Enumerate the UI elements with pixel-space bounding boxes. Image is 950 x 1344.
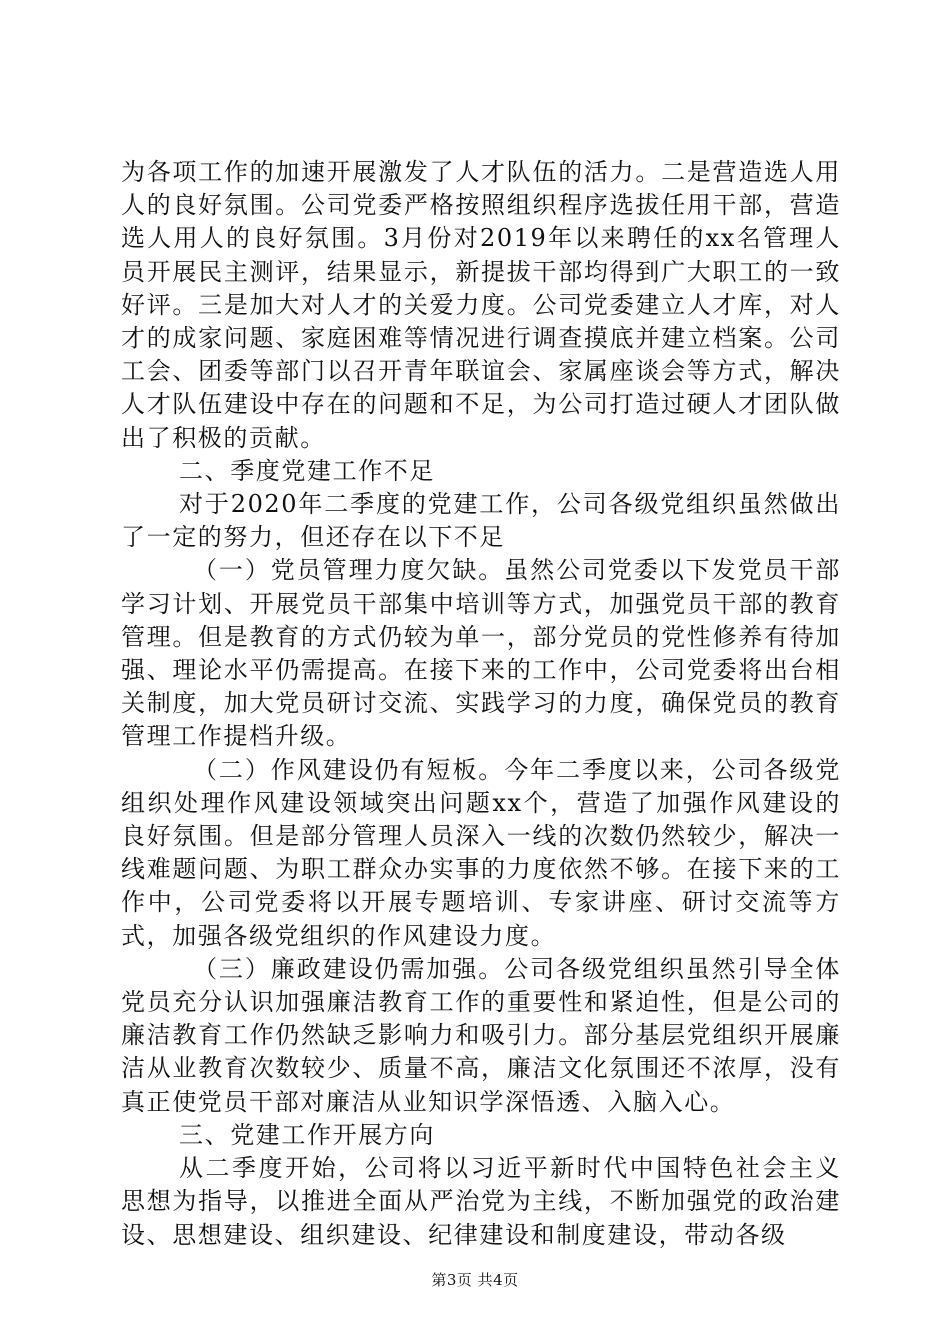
paragraph-integrity: （三）廉政建设仍需加强。公司各级党组织虽然引导全体党员充分认识加强廉洁教育工作的重要性和紧迫性，但是公司的廉洁教育工作仍然缺乏影响力和吸引力。部分基层党组织开展廉洁从业教育次数较少、质量不高，廉洁文化氛围还不浓厚，没有真正使党员干部对廉洁从业知识学深悟透、入脑入心。	[121, 954, 841, 1116]
paragraph-member-management: （一）党员管理力度欠缺。虽然公司党委以下发党员干部学习计划、开展党员干部集中培训等方式，加强党员干部的教育管理。但是教育的方式仍较为单一，部分党员的党性修养有待加强、理论水平仍需提高。在接下来的工作中，公司党委将出台相关制度，加大党员研讨交流、实践学习的力度，确保党员的教育管理工作提档升级。	[121, 556, 841, 751]
paragraph-work-style: （二）作风建设仍有短板。今年二季度以来，公司各级党组织处理作风建设领域突出问题xx个，营造了加强作风建设的良好氛围。但是部分管理人员深入一线的次数仍然较少，解决一线难题问题、为职工群众办实事的力度依然不够。在接下来的工作中，公司党委将以开展专题培训、专家讲座、研讨交流等方式，加强各级党组织的作风建设力度。	[121, 755, 841, 950]
paragraph-shortcomings-intro: 对于2020年二季度的党建工作，公司各级党组织虽然做出了一定的努力，但还存在以下不足	[121, 490, 841, 552]
heading-section-three: 三、党建工作开展方向	[179, 1120, 435, 1149]
paragraph-direction: 从二季度开始，公司将以习近平新时代中国特色社会主义思想为指导，以推进全面从严治党为主线，不断加强党的政治建设、思想建设、组织建设、纪律建设和制度建设，带动各级	[121, 1154, 841, 1249]
document-body	[121, 156, 841, 1252]
heading-section-two: 二、季度党建工作不足	[179, 456, 435, 485]
paragraph-talent-work: 为各项工作的加速开展激发了人才队伍的活力。二是营造选人用人的良好氛围。公司党委严格按照组织程序选拔任用干部，营造选人用人的良好氛围。3月份对2019年以来聘任的xx名管理人员开展民主测评，结果显示，新提拔干部均得到广大职工的一致好评。三是加大对人才的关爱力度。公司党委建立人才库，对人才的成家问题、家庭困难等情况进行调查摸底并建立档案。公司工会、团委等部门以召开青年联谊会、家属座谈会等方式，解决人才队伍建设中存在的问题和不足，为公司打造过硬人才团队做出了积极的贡献。	[121, 158, 841, 452]
page-footer: 第3页 共4页	[431, 1271, 519, 1289]
